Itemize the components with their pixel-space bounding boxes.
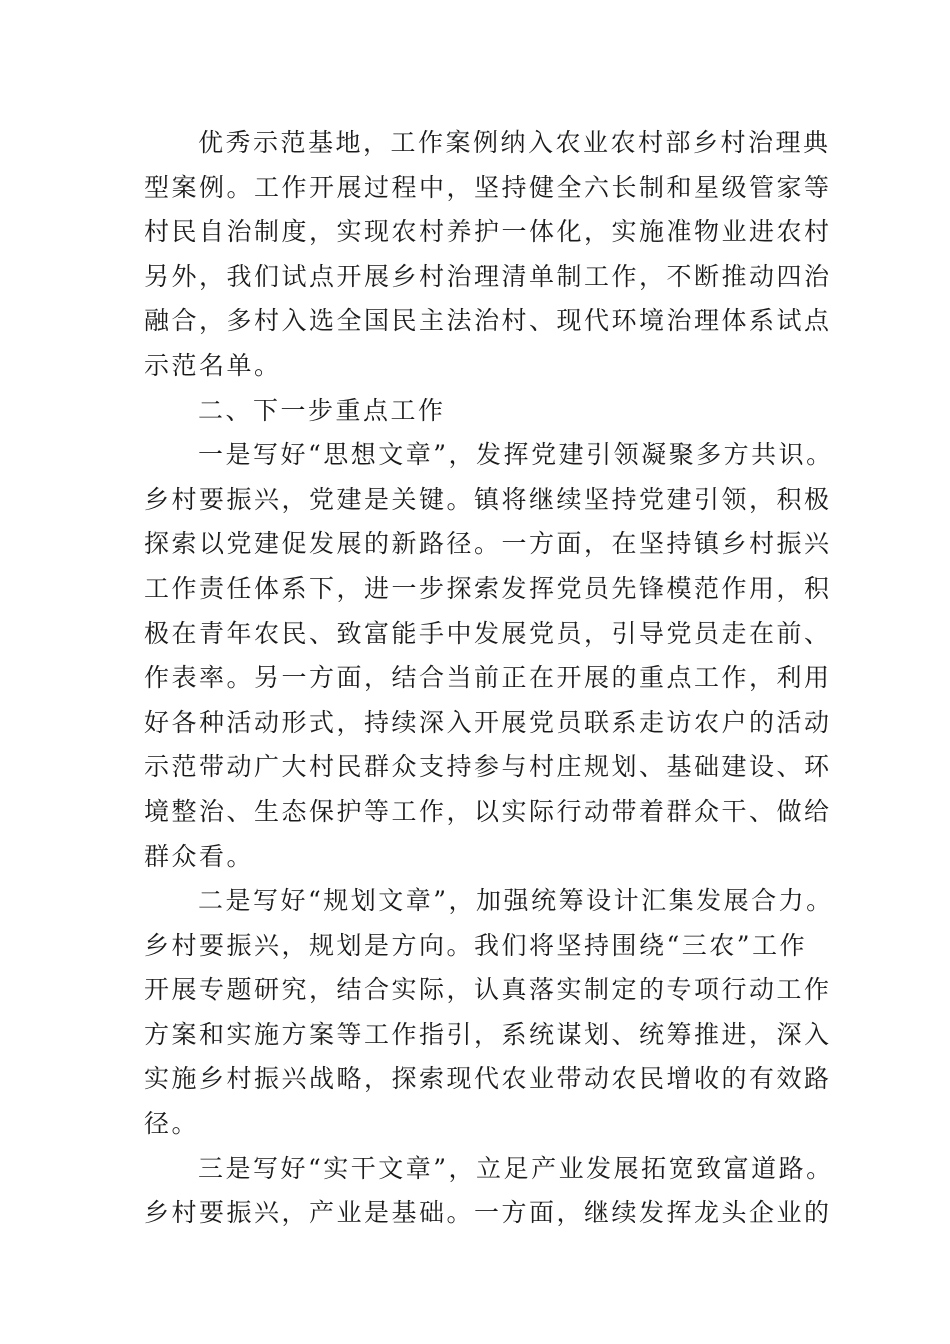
text-line: 群众看。 (144, 841, 255, 871)
text-line: 工作责任体系下，进一步探索发挥党员先锋模范作用，积 (144, 573, 832, 603)
text-line: 村民自治制度，实现农村养护一体化，实施准物业进农村 (144, 217, 832, 247)
text-line: 示范名单。 (144, 350, 282, 380)
text-line: 乡村要振兴，规划是方向。我们将坚持围绕“三农”工作 (144, 930, 808, 960)
text-line: 融合，多村入选全国民主法治村、现代环境治理体系试点 (144, 306, 832, 336)
text-line: 作表率。另一方面，结合当前正在开展的重点工作，利用 (144, 663, 832, 693)
text-line: 型案例。工作开展过程中，坚持健全六长制和星级管家等 (144, 172, 832, 202)
text-line: 境整治、生态保护等工作，以实际行动带着群众干、做给 (144, 796, 832, 826)
text-line: 好各种活动形式，持续深入开展党员联系走访农户的活动 (144, 707, 832, 737)
section-heading: 二、下一步重点工作 (198, 395, 446, 425)
document-body (144, 121, 834, 1236)
text-line: 另外，我们试点开展乡村治理清单制工作，不断推动四治 (144, 261, 832, 291)
text-line: 乡村要振兴，党建是关键。镇将继续坚持党建引领，积极 (144, 484, 832, 514)
text-line: 径。 (144, 1109, 200, 1139)
text-line: 实施乡村振兴战略，探索现代农业带动农民增收的有效路 (144, 1064, 832, 1094)
text-line: 乡村要振兴，产业是基础。一方面，继续发挥龙头企业的 (144, 1198, 832, 1228)
text-line: 极在青年农民、致富能手中发展党员，引导党员走在前、 (144, 618, 832, 648)
text-line: 三是写好“实干文章”，立足产业发展拓宽致富道路。 (198, 1153, 834, 1183)
text-line: 示范带动广大村民群众支持参与村庄规划、基础建设、环 (144, 752, 832, 782)
text-line: 二是写好“规划文章”，加强统筹设计汇集发展合力。 (198, 886, 834, 916)
text-line: 方案和实施方案等工作指引，系统谋划、统筹推进，深入 (144, 1019, 832, 1049)
text-line: 一是写好“思想文章”，发挥党建引领凝聚多方共识。 (198, 440, 834, 470)
text-line: 探索以党建促发展的新路径。一方面，在坚持镇乡村振兴 (144, 529, 832, 559)
text-line: 优秀示范基地，工作案例纳入农业农村部乡村治理典 (198, 128, 831, 157)
text-line: 开展专题研究，结合实际，认真落实制定的专项行动工作 (144, 975, 832, 1005)
